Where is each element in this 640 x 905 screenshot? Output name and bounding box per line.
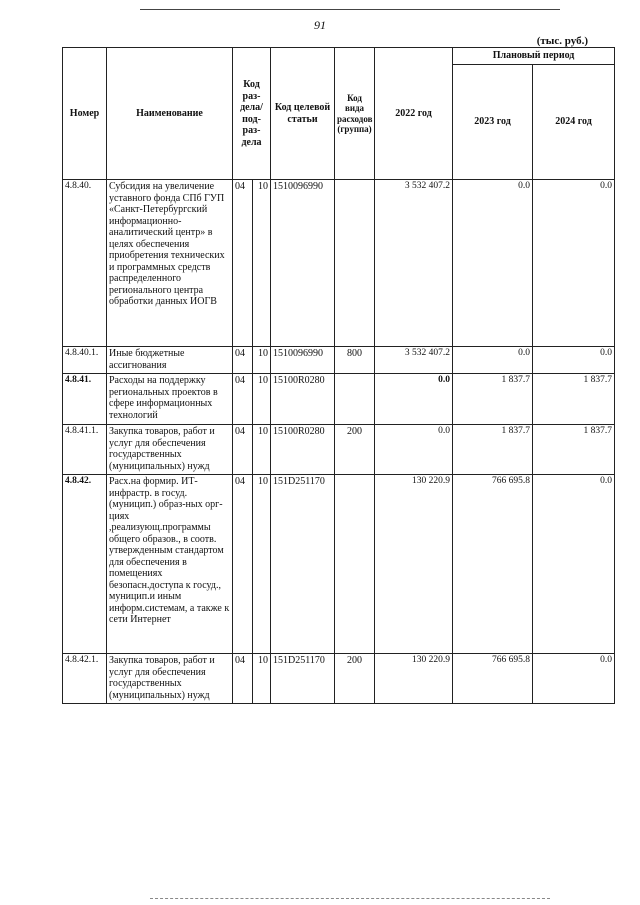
header-section: Код раз-дела/ под-раз-дела xyxy=(233,48,271,180)
row-expense-type xyxy=(335,475,375,654)
header-2023: 2023 год xyxy=(453,65,533,180)
row-2023: 766 695.8 xyxy=(453,654,533,704)
row-article: 15100R0280 xyxy=(271,374,335,425)
header-name: Наименование xyxy=(107,48,233,180)
row-2023: 766 695.8 xyxy=(453,475,533,654)
header-planning-period: Плановый период xyxy=(453,48,615,65)
header-expense-type: Код вида расходов (группа) xyxy=(335,48,375,180)
row-number: 4.8.42. xyxy=(63,475,107,654)
row-number: 4.8.40.1. xyxy=(63,347,107,374)
row-number: 4.8.41. xyxy=(63,374,107,425)
row-2024: 0.0 xyxy=(533,475,615,654)
row-2023: 1 837.7 xyxy=(453,425,533,475)
top-rule xyxy=(140,9,560,10)
table-row xyxy=(63,374,615,425)
row-number: 4.8.40. xyxy=(63,180,107,347)
row-2024: 0.0 xyxy=(533,654,615,704)
page-number: 91 xyxy=(314,18,326,32)
header-2024: 2024 год xyxy=(533,65,615,180)
row-2022: 0.0 xyxy=(375,374,453,425)
row-name: Закупка товаров, работ и услуг для обеспечения государственных (муниципальных) нужд xyxy=(107,654,233,704)
header-number: Номер xyxy=(63,48,107,180)
row-section: 04 xyxy=(233,180,253,347)
row-name: Расходы на поддержку региональных проектов в сфере информационных технологий xyxy=(107,374,233,425)
row-article: 1510096990 xyxy=(271,347,335,374)
row-2022: 0.0 xyxy=(375,425,453,475)
table-row xyxy=(63,475,615,654)
row-section: 04 xyxy=(233,425,253,475)
row-2023: 0.0 xyxy=(453,347,533,374)
row-subsection: 10 xyxy=(253,180,271,347)
row-2024: 1 837.7 xyxy=(533,425,615,475)
row-expense-type: 800 xyxy=(335,347,375,374)
row-section: 04 xyxy=(233,475,253,654)
row-subsection: 10 xyxy=(253,374,271,425)
row-2022: 130 220.9 xyxy=(375,475,453,654)
row-name: Расх.на формир. ИТ-инфрастр. в госуд. (муницип.) образ-ных орг-циях ,реализующ.программы общего образов., в соотв. утвержденным стандартом для обеспечения в помещениях безопасн.доступа к госуд., муницип.и иным информ.системам, а также к сети Интернет xyxy=(107,475,233,654)
table-row xyxy=(63,347,615,374)
row-2024: 1 837.7 xyxy=(533,374,615,425)
row-number: 4.8.42.1. xyxy=(63,654,107,704)
table-row xyxy=(63,180,615,347)
row-section: 04 xyxy=(233,347,253,374)
row-article: 15100R0280 xyxy=(271,425,335,475)
row-section: 04 xyxy=(233,654,253,704)
row-section: 04 xyxy=(233,374,253,425)
row-2022: 130 220.9 xyxy=(375,654,453,704)
row-2022: 3 532 407.2 xyxy=(375,347,453,374)
row-article: 151D251170 xyxy=(271,475,335,654)
header-2022: 2022 год xyxy=(375,48,453,180)
row-name: Закупка товаров, работ и услуг для обеспечения государственных (муниципальных) нужд xyxy=(107,425,233,475)
row-2022: 3 532 407.2 xyxy=(375,180,453,347)
row-expense-type: 200 xyxy=(335,654,375,704)
row-article: 151D251170 xyxy=(271,654,335,704)
row-subsection: 10 xyxy=(253,425,271,475)
row-expense-type xyxy=(335,180,375,347)
table-row xyxy=(63,654,615,704)
units-label: (тыс. руб.) xyxy=(536,35,588,47)
row-2023: 0.0 xyxy=(453,180,533,347)
row-subsection: 10 xyxy=(253,347,271,374)
bottom-rule xyxy=(150,898,550,899)
row-subsection: 10 xyxy=(253,654,271,704)
row-2024: 0.0 xyxy=(533,180,615,347)
table-row xyxy=(63,425,615,475)
row-article: 1510096990 xyxy=(271,180,335,347)
row-expense-type: 200 xyxy=(335,425,375,475)
row-expense-type xyxy=(335,374,375,425)
row-2024: 0.0 xyxy=(533,347,615,374)
row-name: Иные бюджетные ассигнования xyxy=(107,347,233,374)
row-subsection: 10 xyxy=(253,475,271,654)
budget-table xyxy=(62,47,615,704)
row-2023: 1 837.7 xyxy=(453,374,533,425)
header-row xyxy=(63,48,615,65)
row-number: 4.8.41.1. xyxy=(63,425,107,475)
row-name: Субсидия на увеличение уставного фонда СПб ГУП «Санкт-Петербургский информационно-аналитический центр» в целях обеспечения приобретения технических и программных средств распределенного регионального центра обработки данных ИОГВ xyxy=(107,180,233,347)
header-target-article: Код целевой статьи xyxy=(271,48,335,180)
